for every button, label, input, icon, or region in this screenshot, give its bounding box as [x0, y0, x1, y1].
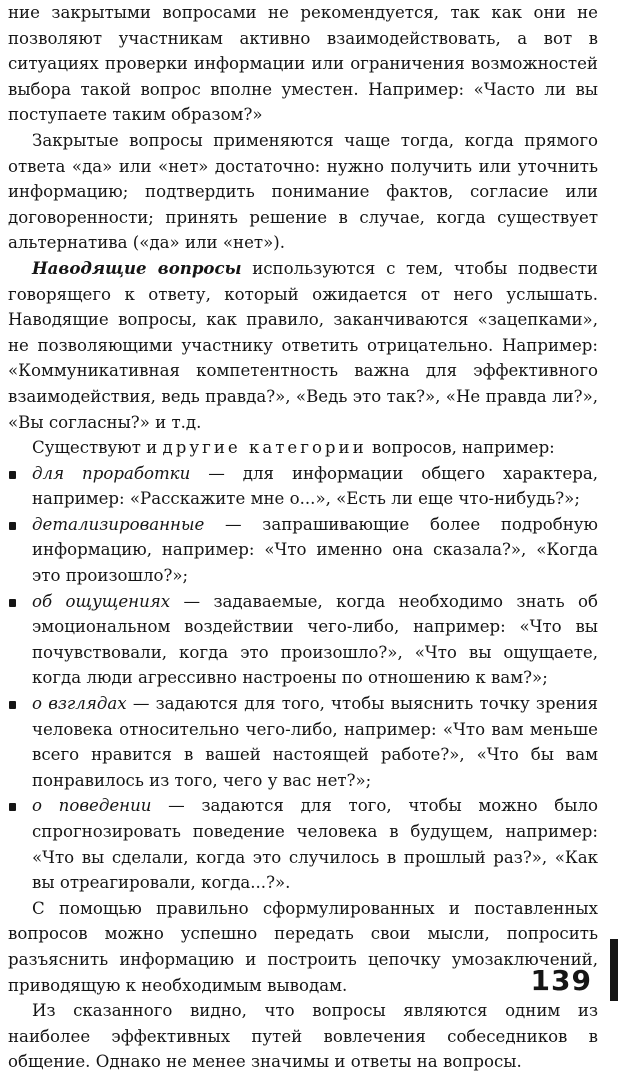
- category-description: — запрашивающие более подробную информацию, например: «Что именно она сказала?», «Когда это произошло?»;: [32, 514, 598, 586]
- paragraph-conclusion: С помощью правильно сформулированных и поставленных вопросов можно успешно передать свои мысли, попросить разъяснить информацию и построить цепочку умозаключений, приводящую к необходимым выводам.: [8, 898, 598, 995]
- bullet-icon: [9, 701, 16, 709]
- page-body: [8, 0, 598, 1075]
- list-item: [8, 461, 598, 512]
- category-term: о взглядах: [32, 694, 127, 714]
- paragraph-answers: Из сказанного видно, что вопросы являются одним из наиболее эффективных путей вовлечения собеседников в общение. Однако не менее значимы и ответы на вопросы.: [8, 1001, 598, 1072]
- category-description: — задаются для того, чтобы можно было спрогнозировать поведение человека в будущем, например: «Что вы сделали, когда это случилось в прошлый раз?», «Как вы отреагировали, когда...?».: [32, 796, 598, 893]
- category-term: детализированные: [32, 514, 205, 534]
- bullet-icon: [9, 471, 16, 479]
- bullet-icon: [9, 803, 16, 811]
- category-description: — задаваемые, когда необходимо знать об эмоциональном воздействии чего-либо, например: «Что вы почувствовали, когда это произошло?», «Что вы ощущаете, когда люди агрессивно настроены по отношению к вам?»;: [32, 591, 598, 688]
- paragraph-leading-questions: [8, 256, 598, 435]
- category-description: — задаются для того, чтобы выяснить точку зрения человека относительно чего-либо, например: «Что вам меньше всего нравится в вашей настоящей работе?», «Что бы вам понравилось из того, чего у вас нет?»;: [32, 694, 598, 790]
- page-number: 139: [530, 964, 592, 997]
- category-term: об ощущениях: [32, 591, 171, 611]
- list-item: [8, 589, 598, 691]
- term-leading-questions: Наводящие вопросы: [32, 257, 242, 278]
- list-item: [8, 691, 598, 793]
- paragraph-closed-questions-intro: ние закрытыми вопросами не рекомендуется, так как они не позволяют участникам активно взаимодействовать, а вот в ситуациях проверки информации или ограничения возможностей выбора такой вопрос вполне уместен. Например: «Часто ли вы поступаете таким образом?»: [8, 3, 598, 125]
- list-item: [8, 793, 598, 895]
- other-categories-end: вопросов, например:: [366, 438, 555, 458]
- other-categories-start: Существуют и: [32, 438, 163, 458]
- category-term: о поведении: [32, 796, 152, 816]
- thumb-index-bar: [610, 939, 618, 1001]
- category-term: для проработки: [32, 463, 191, 483]
- leading-questions-text: используются с тем, чтобы подвести говорящего к ответу, который ожидается от него услышать. Наводящие вопросы, как правило, заканчиваются «зацепками», не позволяющими участнику ответить отрицательно. Например: «Коммуникативная компетентность важна для эффективного взаимодействия, ведь правда?», «Ведь это так?», «Не правда ли?», «Вы согласны?» и т.д.: [8, 258, 598, 432]
- bullet-icon: [9, 599, 16, 607]
- category-description: — для информации общего характера, например: «Расскажите мне о...», «Есть ли еще что-нибудь?»;: [32, 463, 598, 509]
- list-item: [8, 512, 598, 589]
- paragraph-other-categories: [8, 435, 598, 461]
- question-categories-list: [8, 461, 598, 896]
- other-categories-emphasis: другие категории: [162, 438, 367, 458]
- bullet-icon: [9, 522, 16, 530]
- paragraph-closed-questions-usage: Закрытые вопросы применяются чаще тогда, когда прямого ответа «да» или «нет» достаточно: нужно получить или уточнить информацию; подтвердить понимание фактов, согласие или договоренности; принять решение в случае, когда существует альтернатива («да» или «нет»).: [8, 130, 598, 253]
